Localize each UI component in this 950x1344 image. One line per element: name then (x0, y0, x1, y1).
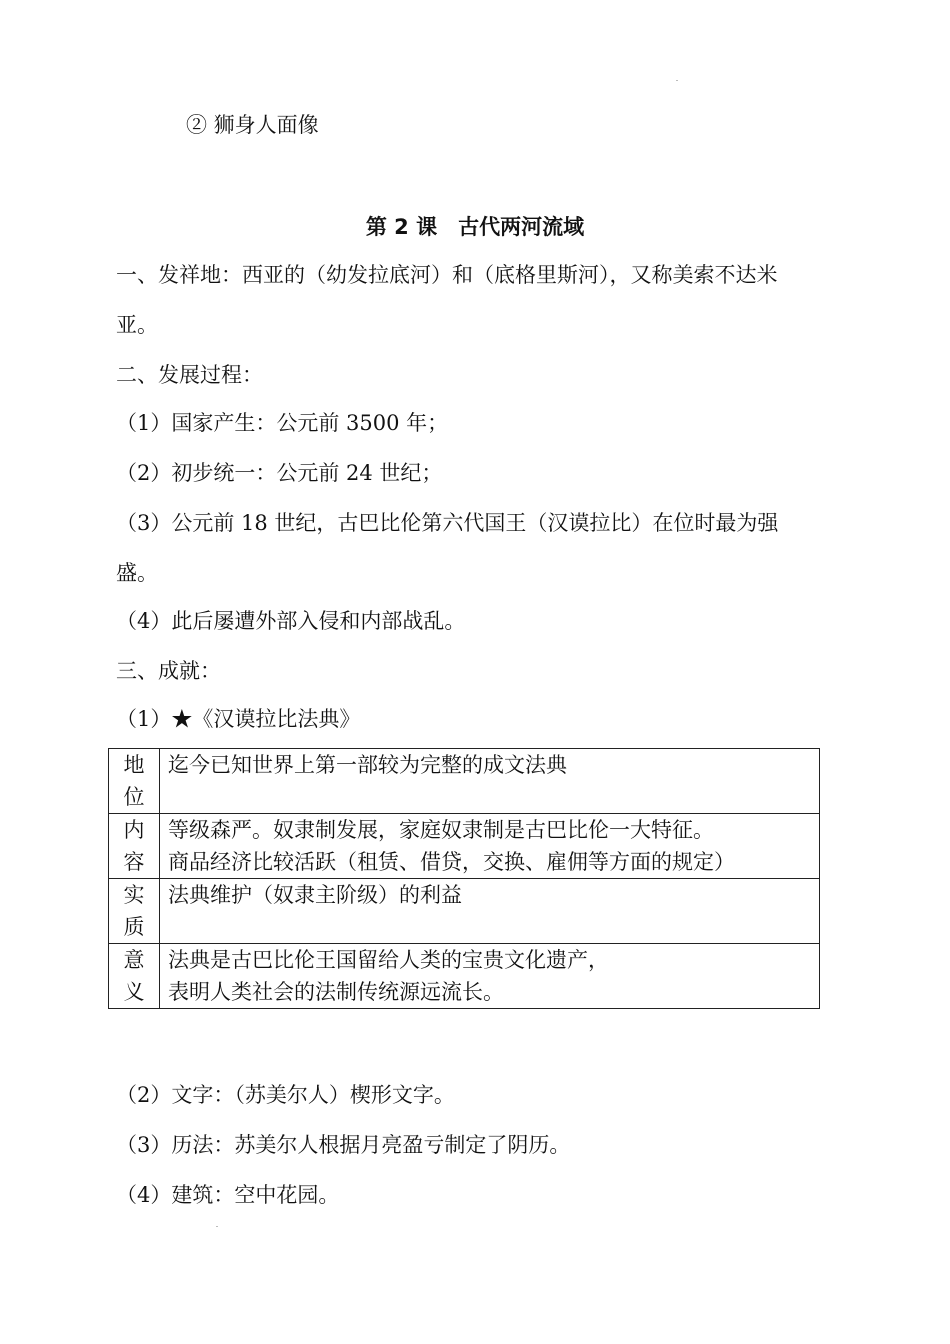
row-content-essence: 法典维护（奴隶主阶级）的利益 (160, 879, 820, 944)
table-row (109, 814, 820, 879)
row-content-content: 等级森严。奴隶制发展，家庭奴隶制是古巴比伦一大特征。 商品经济比较活跃（租赁、借贷，交换、雇佣等方面的规定） (160, 814, 820, 879)
achievements-heading: 三、成就： (116, 659, 221, 683)
development-item-3-cont: 盛。 (116, 561, 158, 585)
calendar-item: （3）历法：苏美尔人根据月亮盈亏制定了阴历。 (116, 1133, 571, 1157)
code-of-hammurabi-item: （1）★《汉谟拉比法典》 (116, 707, 361, 731)
development-item-2: （2）初步统一：公元前 24 世纪； (116, 461, 443, 485)
row-label-content: 内 容 (109, 814, 160, 879)
row-label-significance: 意 义 (109, 944, 160, 1009)
table-row (109, 944, 820, 1009)
development-item-3: （3）公元前 18 世纪，古巴比伦第六代国王（汉谟拉比）在位时最为强 (116, 511, 779, 535)
row-content-significance: 法典是古巴比伦王国留给人类的宝贵文化遗产， 表明人类社会的法制传统源远流长。 (160, 944, 820, 1009)
table-row (109, 749, 820, 814)
row-label-essence: 实 质 (109, 879, 160, 944)
row-content-status: 迄今已知世界上第一部较为完整的成文法典 (160, 749, 820, 814)
code-of-hammurabi-table (108, 748, 820, 1009)
development-heading: 二、发展过程： (116, 363, 263, 387)
origin-line-2: 亚。 (116, 313, 158, 337)
scan-speck (676, 80, 678, 81)
writing-item: （2）文字：（苏美尔人）楔形文字。 (116, 1083, 455, 1107)
table-row (109, 879, 820, 944)
origin-line-1: 一、发祥地：西亚的（幼发拉底河）和（底格里斯河），又称美索不达米 (116, 263, 778, 287)
development-item-1: （1）国家产生：公元前 3500 年； (116, 411, 449, 435)
pyramid-sphinx-item: ② 狮身人面像 (186, 113, 319, 137)
row-label-status: 地 位 (109, 749, 160, 814)
development-item-4: （4）此后屡遭外部入侵和内部战乱。 (116, 609, 466, 633)
scan-speck (216, 1226, 218, 1227)
architecture-item: （4）建筑：空中花园。 (116, 1183, 340, 1207)
lesson-title: 第 2 课 古代两河流域 (365, 215, 585, 239)
